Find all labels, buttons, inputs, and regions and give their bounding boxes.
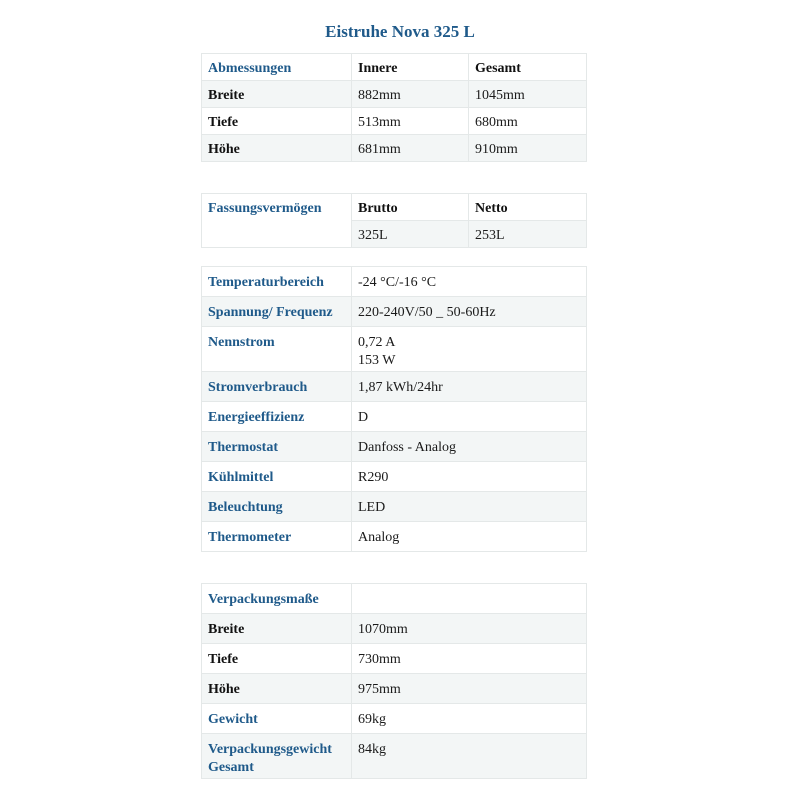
table-row (202, 297, 587, 327)
spec-value (352, 327, 587, 372)
capacity-table (201, 193, 587, 248)
dimensions-header-inner: Innere (352, 54, 469, 81)
capacity-net-label: Netto (469, 194, 587, 221)
table-row (202, 614, 587, 644)
packaging-value: 730mm (352, 644, 587, 674)
packaging-label-line2: Gesamt (208, 760, 254, 775)
table-row (202, 734, 587, 779)
row-inner: 882mm (352, 81, 469, 108)
table-row (202, 402, 587, 432)
packaging-label: Höhe (202, 674, 352, 704)
packaging-header: Verpackungsmaße (202, 584, 352, 614)
packaging-value: 69kg (352, 704, 587, 734)
capacity-net-value: 253L (469, 221, 587, 248)
spec-label: Kühlmittel (202, 462, 352, 492)
spec-value: R290 (352, 462, 587, 492)
packaging-value: 975mm (352, 674, 587, 704)
dimensions-header-total: Gesamt (469, 54, 587, 81)
table-row (202, 135, 587, 162)
spec-value: Analog (352, 522, 587, 552)
spec-value: D (352, 402, 587, 432)
packaging-label: Breite (202, 614, 352, 644)
table-row (202, 372, 587, 402)
row-label: Breite (202, 81, 352, 108)
table-row (202, 674, 587, 704)
table-row (202, 327, 587, 372)
spec-value: 220-240V/50 _ 50-60Hz (352, 297, 587, 327)
spec-value: 1,87 kWh/24hr (352, 372, 587, 402)
spec-label: Thermometer (202, 522, 352, 552)
table-row (202, 644, 587, 674)
table-row (202, 492, 587, 522)
spec-label: Energieeffizienz (202, 402, 352, 432)
table-row (202, 267, 587, 297)
spec-label: Temperaturbereich (202, 267, 352, 297)
row-label: Tiefe (202, 108, 352, 135)
spec-value: -24 °C/-16 °C (352, 267, 587, 297)
spec-label: Stromverbrauch (202, 372, 352, 402)
packaging-label: Tiefe (202, 644, 352, 674)
row-inner: 513mm (352, 108, 469, 135)
capacity-gross-label: Brutto (352, 194, 469, 221)
specs-table (201, 266, 587, 552)
row-total: 910mm (469, 135, 587, 162)
spec-label: Thermostat (202, 432, 352, 462)
page-title: Eistruhe Nova 325 L (325, 22, 475, 41)
dimensions-header-label: Abmessungen (202, 54, 352, 81)
table-row (202, 704, 587, 734)
capacity-gross-value: 325L (352, 221, 469, 248)
spec-label: Spannung/ Frequenz (202, 297, 352, 327)
packaging-label (202, 734, 352, 779)
packaging-value: 1070mm (352, 614, 587, 644)
row-total: 680mm (469, 108, 587, 135)
table-header-row (202, 194, 587, 221)
capacity-label: Fassungsvermögen (202, 194, 352, 248)
table-row (202, 522, 587, 552)
table-header-row (202, 584, 587, 614)
row-inner: 681mm (352, 135, 469, 162)
spec-value-line2: 153 W (358, 353, 396, 368)
row-label: Höhe (202, 135, 352, 162)
table-row (202, 108, 587, 135)
spec-value: Danfoss - Analog (352, 432, 587, 462)
packaging-value: 84kg (352, 734, 587, 779)
dimensions-table (201, 53, 587, 162)
spec-label: Beleuchtung (202, 492, 352, 522)
spec-value-line1: 0,72 A (358, 335, 396, 350)
table-row (202, 432, 587, 462)
spec-value: LED (352, 492, 587, 522)
packaging-table (201, 583, 587, 779)
packaging-header-empty (352, 584, 587, 614)
packaging-label-line1: Verpackungsgewicht (208, 742, 332, 757)
row-total: 1045mm (469, 81, 587, 108)
spec-label: Nennstrom (202, 327, 352, 372)
packaging-label: Gewicht (202, 704, 352, 734)
table-row (202, 81, 587, 108)
table-row (202, 462, 587, 492)
table-header-row (202, 54, 587, 81)
